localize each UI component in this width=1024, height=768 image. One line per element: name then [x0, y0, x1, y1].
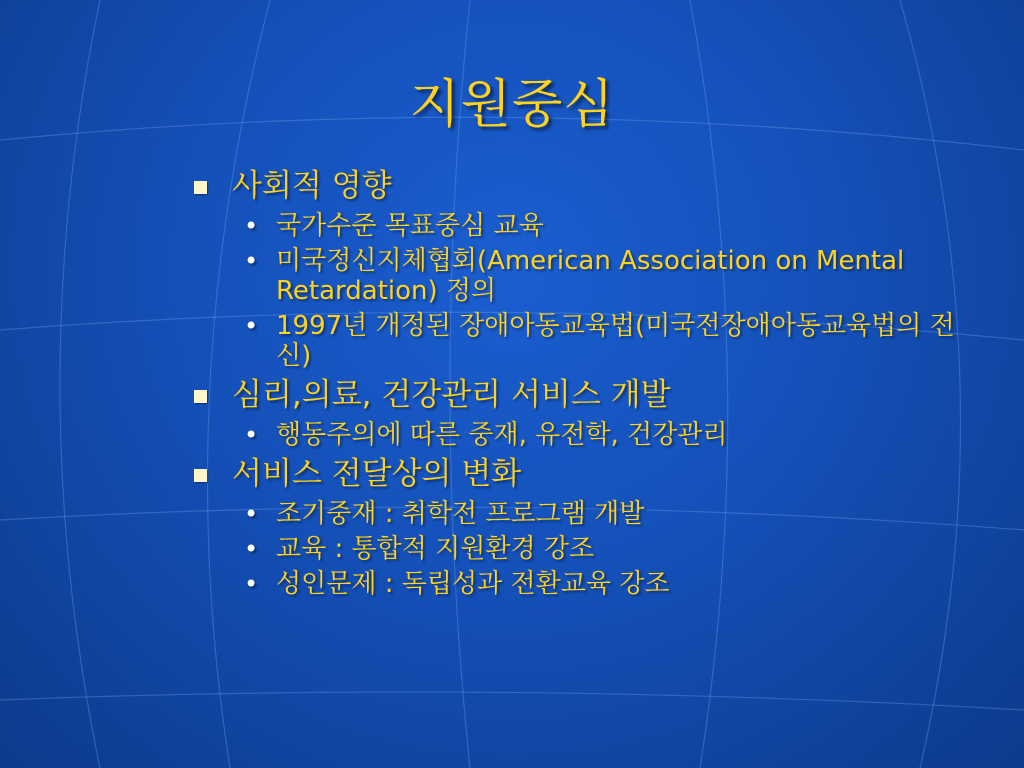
section-heading: [192, 375, 982, 415]
content-list: [192, 162, 982, 599]
list-item: [192, 246, 982, 306]
section-heading: [192, 454, 982, 494]
slide-title: 지원중심: [409, 75, 615, 135]
list-item: [192, 211, 982, 241]
section-heading-text: 심리,의료, 건강관리 서비스 개발: [232, 377, 671, 413]
dot-bullet-icon: •: [244, 535, 259, 563]
dot-bullet-icon: •: [244, 570, 259, 598]
section-heading: [192, 166, 982, 206]
list-item-text: 성인문제 : 독립성과 전환교육 강조: [276, 569, 670, 599]
square-bullet-icon: [194, 181, 207, 194]
list-item: [192, 311, 982, 371]
list-item: [192, 569, 982, 599]
list-item-text: 국가수준 목표중심 교육: [276, 211, 544, 241]
dot-bullet-icon: •: [244, 312, 259, 340]
list-item-text: 행동주의에 따른 중재, 유전학, 건강관리: [276, 420, 728, 450]
section-heading-text: 서비스 전달상의 변화: [232, 456, 522, 492]
square-bullet-icon: [194, 469, 207, 482]
list-item-text: 조기중재 : 취학전 프로그램 개발: [276, 499, 645, 529]
list-item: [192, 499, 982, 529]
dot-bullet-icon: •: [244, 421, 259, 449]
list-item: [192, 420, 982, 450]
list-item: [192, 534, 982, 564]
dot-bullet-icon: •: [244, 212, 259, 240]
square-bullet-icon: [194, 390, 207, 403]
list-item-text: 1997년 개정된 장애아동교육법(미국전장애아동교육법의 전신): [276, 311, 955, 371]
dot-bullet-icon: •: [244, 500, 259, 528]
section-heading-text: 사회적 영향: [232, 168, 392, 204]
list-item-text: 교육 : 통합적 지원환경 강조: [276, 534, 595, 564]
dot-bullet-icon: •: [244, 247, 259, 275]
list-item-text: 미국정신지체협회(American Association on Mental Retardation) 정의: [276, 246, 905, 306]
